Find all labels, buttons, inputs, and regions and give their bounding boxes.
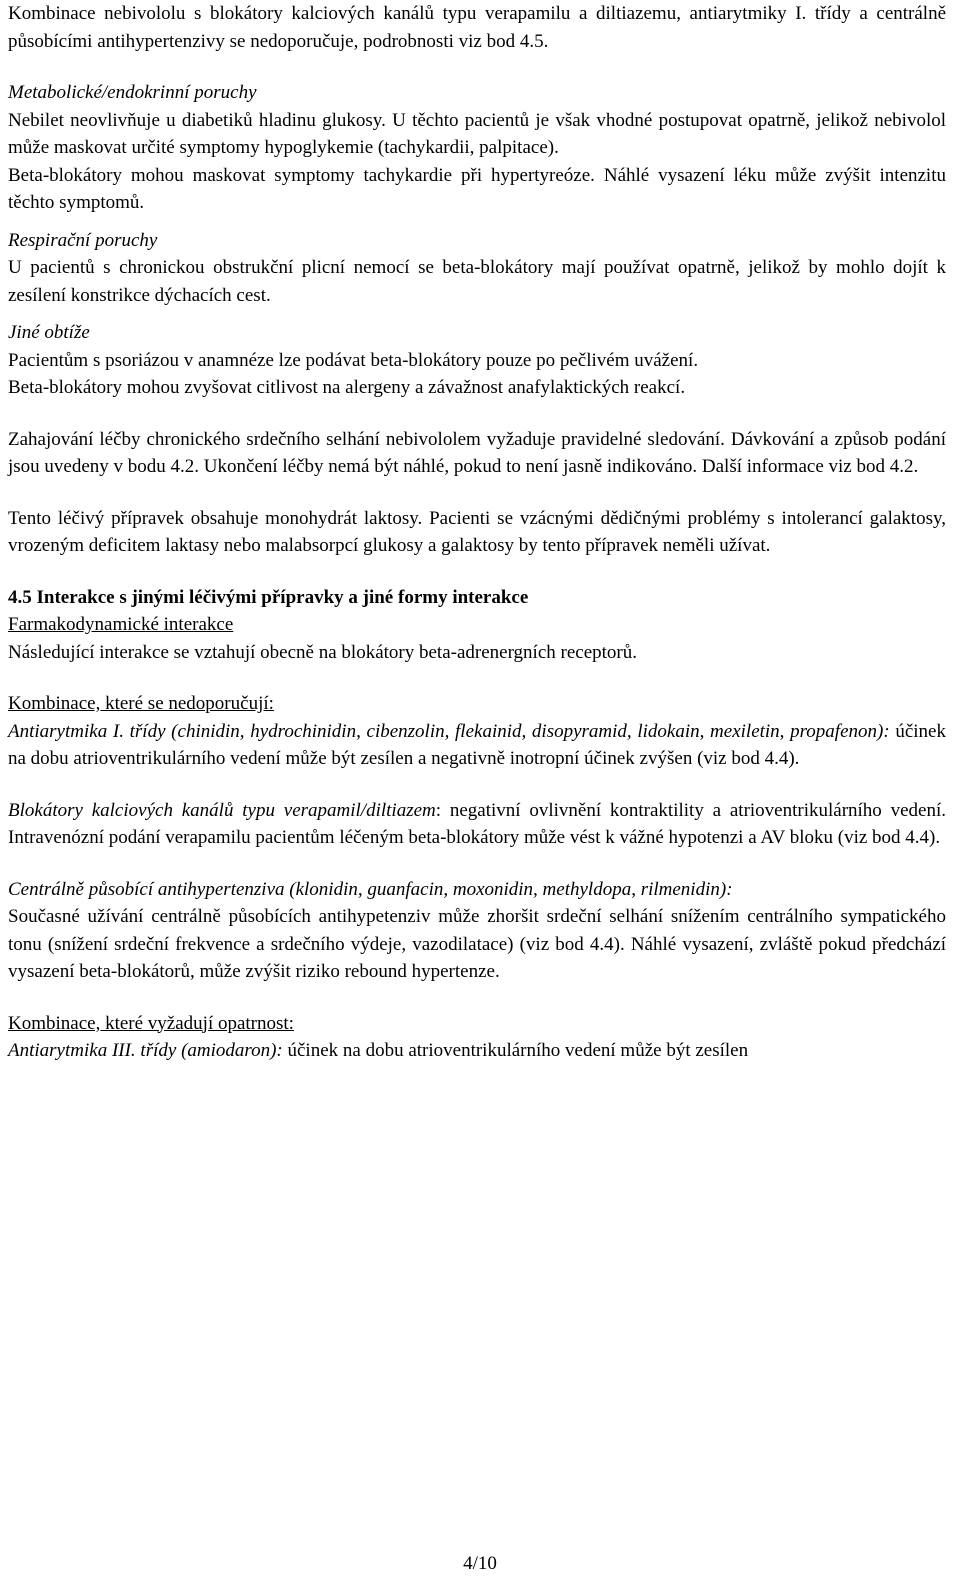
drug-class-calcium-blockers: Blokátory kalciových kanálů typu verapamil/diltiazem xyxy=(8,799,436,821)
section-title: Interakce s jinými léčivými přípravky a jiné formy interakce xyxy=(36,586,529,608)
section-number: 4.5 xyxy=(8,586,32,608)
paragraph-contraindication-combination: Kombinace nebivololu s blokátory kalciových kanálů typu verapamilu a diltiazemu, antiarytmiky I. třídy a centrálně působícími antihypertenzivy se nedoporučuje, podrobnosti viz bod 4.5. xyxy=(8,3,946,52)
heading-not-recommended: Kombinace, které se nedoporučují: xyxy=(8,693,274,714)
drug-class-antiarrhythmics-3: Antiarytmika III. třídy (amiodaron): xyxy=(8,1040,283,1061)
paragraph-central-antihypertensives: Současné užívání centrálně působících antihypetenziv může zhoršit srdeční selhání snížením centrálního sympatického tonu (snížení srdeční frekvence a srdečního výdeje, vazodilatace) (viz bod 4.4). Náhlé vysazení, zvláště pokud předchází vysazení beta-blokátorů, může zvýšit riziko rebound hypertenze. xyxy=(8,906,946,982)
paragraph-metabolic-2: Beta-blokátory mohou maskovat symptomy tachykardie při hypertyreóze. Náhlé vysazení léku může zvýšit intenzitu těchto symptomů. xyxy=(8,164,946,213)
effect-antiarrhythmics-3: účinek na dobu atrioventrikulárního vedení může být zesílen xyxy=(282,1040,749,1061)
drug-class-central-antihypertensives: Centrálně působící antihypertenziva (klonidin, guanfacin, moxonidin, methyldopa, rilmenidin): xyxy=(8,878,733,900)
paragraph-other-1: Pacientům s psoriázou v anamnéze lze podávat beta-blokátory pouze po pečlivém uvážení. xyxy=(8,349,699,371)
paragraph-antiarrhythmics-3 xyxy=(8,1037,946,1065)
heading-metabolic: Metabolické/endokrinní poruchy xyxy=(8,82,257,103)
paragraph-antiarrhythmics-1 xyxy=(8,718,946,773)
paragraph-other-2: Beta-blokátory mohou zvyšovat citlivost na alergeny a závažnost anafylaktických reakcí. xyxy=(8,377,686,398)
paragraph-calcium-blockers xyxy=(8,797,946,852)
effect-antiarrhythmics-1: účinek na dobu atrioventrikulárního vedení může být zesílen a negativně inotropní účinek zvýšen (viz bod 4.4). xyxy=(8,720,946,769)
drug-class-antiarrhythmics-1: Antiarytmika I. třídy (chinidin, hydrochinidin, cibenzolin, flekainid, disopyramid, lidokain, mexiletin, propafenon): xyxy=(8,720,890,742)
heading-respiratory: Respirační poruchy xyxy=(8,229,158,251)
page-number: 4/10 xyxy=(463,1553,497,1574)
subheading-pharmacodynamic: Farmakodynamické interakce xyxy=(8,614,234,635)
paragraph-respiratory-1: U pacientů s chronickou obstrukční plicní nemocí se beta-blokátory mají používat opatrně, jelikož by mohlo dojít k zesílení konstrikce dýchacích cest. xyxy=(8,257,946,306)
paragraph-metabolic-1: Nebilet neovlivňuje u diabetiků hladinu glukosy. U těchto pacientů je však vhodné postupovat opatrně, jelikož nebivolol může maskovat určité symptomy hypoglykemie (tachykardii, palpitace). xyxy=(8,109,946,158)
effect-calcium-blockers: : negativní ovlivnění kontraktility a atrioventrikulárního vedení. Intravenózní podání verapamilu pacientům léčeným beta-blokátory může vést k vážné hypotenzi a AV bloku (viz bod 4.4). xyxy=(8,799,946,848)
paragraph-interactions-intro: Následující interakce se vztahují obecně na blokátory beta-adrenergních receptorů. xyxy=(8,641,638,663)
heading-other: Jiné obtíže xyxy=(8,322,90,343)
section-heading-4-5 xyxy=(8,584,946,612)
paragraph-lactose: Tento léčivý přípravek obsahuje monohydrát laktosy. Pacienti se vzácnými dědičnými problémy s intolerancí galaktosy, vrozeným deficitem laktasy nebo malabsorpcí glukosy a galaktosy by tento přípravek neměli užívat. xyxy=(8,507,946,556)
heading-caution: Kombinace, které vyžadují opatrnost: xyxy=(8,1012,294,1034)
paragraph-heart-failure: Zahajování léčby chronického srdečního selhání nebivololem vyžaduje pravidelné sledování. Dávkování a způsob podání jsou uvedeny v bodu 4.2. Ukončení léčby nemá být náhlé, pokud to není jasně indikováno. Další informace viz bod 4.2. xyxy=(8,428,946,477)
